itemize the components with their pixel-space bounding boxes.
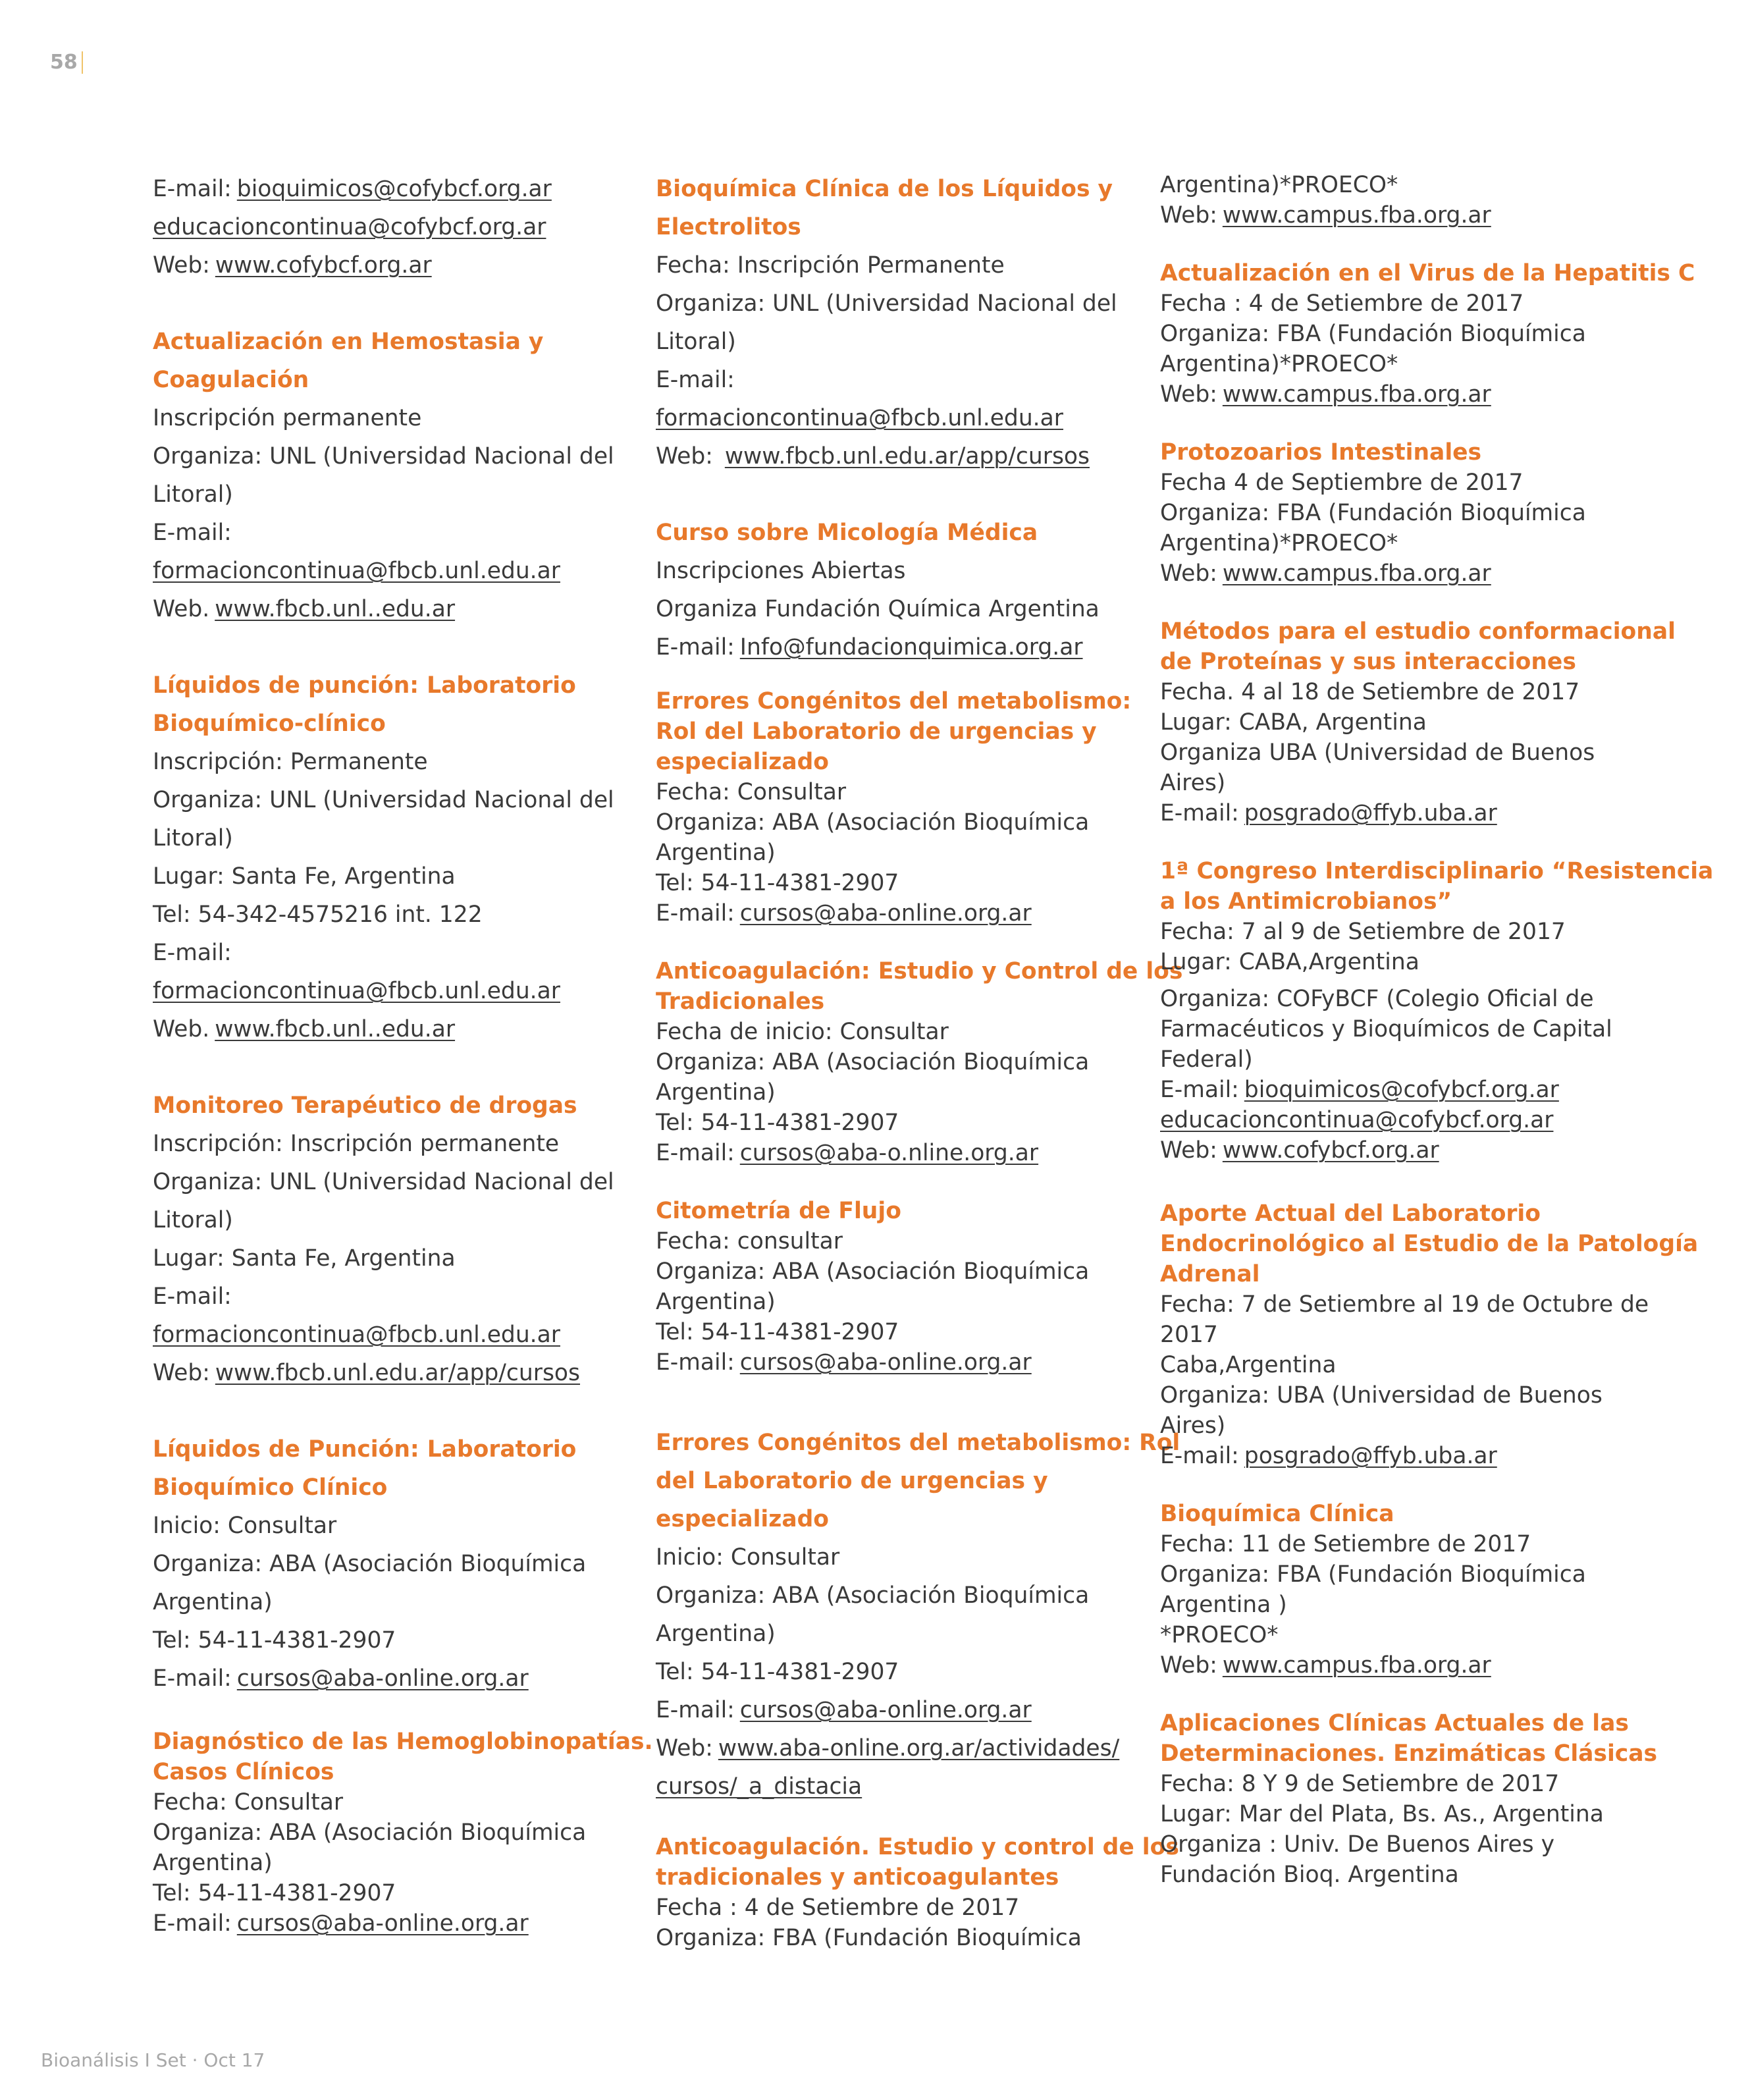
email-link[interactable]: bioquimicos@cofybcf.org.ar: [236, 176, 552, 202]
course-title: Líquidos de punción: Laboratorio: [153, 672, 576, 699]
date-line: Fecha: Inscripción Permanente: [656, 252, 1005, 279]
email-link[interactable]: Info@fundacionquimica.org.ar: [739, 634, 1083, 660]
web-link[interactable]: www.campus.fba.org.ar: [1222, 560, 1491, 587]
email-label: E-mail:: [1160, 800, 1239, 826]
web-label: Web:: [1160, 1137, 1217, 1164]
course-title-cont: a los Antimicrobianos”: [1160, 888, 1452, 915]
entry-congreso-resistencia: [1160, 856, 1714, 1166]
course-title-cont: de Proteínas y sus interacciones: [1160, 649, 1576, 675]
course-title: Métodos para el estudio conformacional: [1160, 618, 1676, 645]
entry-micologia: [656, 514, 1117, 666]
organizer-line-cont: Federal): [1160, 1046, 1253, 1073]
entry-protozoarios: [1160, 437, 1621, 589]
email-line: [1160, 1441, 1621, 1471]
phone-line: Tel: 54-11-4381-2907: [656, 1659, 899, 1685]
course-title-cont: del Laboratorio de urgencias y: [656, 1468, 1048, 1494]
email-line: [153, 1316, 607, 1354]
location-line: Lugar: CABA,Argentina: [1160, 949, 1419, 975]
course-title-cont: Endocrinológico al Estudio de la Patología: [1160, 1231, 1699, 1257]
email-line-2: [153, 208, 607, 246]
entry-metodos-proteinas: [1160, 616, 1676, 828]
email-line: [153, 170, 607, 208]
web-line: [1160, 379, 1621, 410]
phone-line: Tel: 54-11-4381-2907: [153, 1627, 396, 1654]
organizer-line: Organiza: UNL (Universidad Nacional del: [656, 290, 1117, 317]
web-link[interactable]: www.campus.fba.org.ar: [1222, 381, 1491, 408]
organizer-line: Organiza: UBA (Universidad de Buenos: [1160, 1382, 1603, 1409]
organizer-line: Organiza : Univ. De Buenos Aires y: [1160, 1831, 1555, 1858]
email-line: [153, 972, 607, 1010]
email-link[interactable]: educacioncontinua@cofybcf.org.ar: [1160, 1107, 1554, 1133]
email-line: [153, 1659, 607, 1698]
course-title: Aporte Actual del Laboratorio: [1160, 1200, 1541, 1227]
congreso-details: [1160, 984, 1621, 1166]
email-label: E-mail:: [153, 520, 232, 546]
email-label: E-mail:: [153, 1910, 232, 1937]
course-title-cont: Casos Clínicos: [153, 1759, 334, 1785]
email-label: E-mail:: [656, 1140, 735, 1166]
start-line: Inicio: Consultar: [656, 1544, 840, 1571]
date-line-cont: 2017: [1160, 1322, 1218, 1348]
web-link[interactable]: www.fbcb.unl..edu.ar: [215, 596, 456, 622]
web-line: [153, 590, 607, 628]
organizer-line-cont: Argentina): [153, 1850, 273, 1876]
entry-errores-congenitos: [656, 686, 1132, 929]
email-label: E-mail:: [153, 176, 232, 202]
organizer-line-cont: Argentina)*PROECO*: [1160, 172, 1398, 198]
web-link[interactable]: www.cofybcf.org.ar: [1222, 1137, 1439, 1164]
organizer-line-cont: Fundación Bioq. Argentina: [1160, 1862, 1459, 1888]
email-label: E-mail:: [153, 1283, 232, 1310]
organizer-line: Organiza: UNL (Universidad Nacional del: [153, 787, 614, 813]
web-line: [1160, 558, 1621, 589]
date-line: Fecha : 4 de Setiembre de 2017: [1160, 290, 1524, 317]
course-title: Bioquímica Clínica: [1160, 1501, 1394, 1527]
web-label: Web:: [656, 443, 713, 470]
organizer-line: Organiza: FBA (Fundación Bioquímica: [1160, 1561, 1586, 1588]
web-label: Web:: [153, 1360, 210, 1386]
entry-cofybcf-contact: [153, 170, 607, 284]
web-label: Web:: [1160, 381, 1217, 408]
email-label: E-mail:: [153, 940, 232, 966]
web-label: Web:: [1160, 202, 1217, 229]
web-link[interactable]: www.fbcb.unl..edu.ar: [215, 1016, 456, 1042]
email-label: E-mail:: [656, 367, 735, 393]
email-line: [656, 628, 1117, 666]
organizer-line: Organiza: ABA (Asociación Bioquímica: [153, 1551, 587, 1577]
organizer-line: Organiza: ABA (Asociación Bioquímica: [656, 809, 1090, 836]
course-title-cont: Tradicionales: [656, 988, 825, 1015]
organizer-line-cont: Argentina): [153, 1589, 273, 1615]
email-line: [656, 399, 1117, 437]
entry-continued: [1160, 170, 1621, 230]
email-line: [656, 1138, 1117, 1168]
date-line: Fecha 4 de Septiembre de 2017: [1160, 470, 1524, 496]
course-title-cont: especializado: [656, 1506, 829, 1532]
organizer-line-cont: Farmacéuticos y Bioquímicos de Capital: [1160, 1016, 1612, 1042]
web-label: Web:: [1160, 560, 1217, 587]
organizer-line-cont: Litoral): [153, 825, 233, 851]
web-link[interactable]: www.cofybcf.org.ar: [215, 252, 432, 279]
web-link[interactable]: www.campus.fba.org.ar: [1222, 1652, 1491, 1679]
organizer-line-cont: Litoral): [153, 1207, 233, 1233]
date-line: Fecha: Consultar: [153, 1789, 344, 1816]
location-line: Lugar: Santa Fe, Argentina: [153, 1245, 456, 1272]
web-line: [1160, 1135, 1621, 1166]
web-line: [1160, 1650, 1621, 1681]
organizer-line: Organiza: ABA (Asociación Bioquímica: [656, 1582, 1090, 1609]
entry-hemoglobinopatias: [153, 1727, 653, 1939]
email-line: [1160, 798, 1621, 828]
web-label: Web.: [153, 596, 210, 622]
email-link[interactable]: cursos@aba-online.org.ar: [236, 1910, 529, 1937]
entry-anticoagulacion-fba: [656, 1832, 1179, 1953]
email-line: [656, 898, 1117, 929]
email-label: E-mail:: [656, 634, 735, 660]
course-title: Aplicaciones Clínicas Actuales de las: [1160, 1710, 1629, 1737]
organizer-line-cont: Argentina): [656, 1289, 776, 1315]
web-line: [153, 1010, 607, 1048]
inscription-line: Inscripción permanente: [153, 405, 422, 431]
organizer-line-cont: Aires): [1160, 770, 1226, 796]
date-line: Fecha : 4 de Setiembre de 2017: [656, 1895, 1020, 1921]
organizer-line-cont: Argentina)*PROECO*: [1160, 351, 1398, 377]
course-title-cont: Electrolitos: [656, 214, 801, 240]
course-title-cont: Coagulación: [153, 367, 309, 393]
course-title: Anticoagulación: Estudio y Control de los: [656, 958, 1183, 984]
course-title-cont: Adrenal: [1160, 1261, 1260, 1287]
entry-bioquimica-clinica: [1160, 1499, 1621, 1681]
entry-aplicaciones-enzimaticas: [1160, 1708, 1658, 1890]
organizer-line-cont: *PROECO*: [1160, 1622, 1279, 1648]
date-line: Fecha: 11 de Setiembre de 2017: [1160, 1531, 1531, 1557]
course-title-cont: Bioquímico-clínico: [153, 711, 386, 737]
email-line: [153, 552, 607, 590]
entry-monitoreo: [153, 1087, 614, 1392]
email-label: E-mail:: [656, 1697, 735, 1723]
organizer-line: Organiza Fundación Química Argentina: [656, 596, 1100, 622]
start-line: Inicio: Consultar: [153, 1513, 337, 1539]
course-title-cont: especializado: [656, 749, 829, 775]
web-line: [656, 437, 1117, 475]
web-line: [1160, 200, 1621, 230]
entry-hemostasia: [153, 323, 614, 628]
email-link[interactable]: formacioncontinua@fbcb.unl.edu.ar: [153, 978, 560, 1004]
entry-anticoagulacion: [656, 956, 1183, 1168]
column-3: [1160, 170, 1714, 1918]
course-title-cont: Rol del Laboratorio de urgencias y: [656, 718, 1097, 745]
phone-line: Tel: 54-11-4381-2907: [656, 1319, 899, 1345]
entry-aporte-endocrinologico: [1160, 1198, 1699, 1471]
email-link[interactable]: cursos@aba-online.org.ar: [739, 1349, 1032, 1376]
course-title: Curso sobre Micología Médica: [656, 520, 1038, 546]
course-title-cont: Determinaciones. Enzimáticas Clásicas: [1160, 1740, 1658, 1767]
organizer-line: Organiza: FBA (Fundación Bioquímica: [1160, 321, 1586, 347]
organizer-line-cont: Litoral): [656, 329, 736, 355]
web-link[interactable]: www.fbcb.unl.edu.ar/app/cursos: [724, 443, 1090, 470]
course-title: Diagnóstico de las Hemoglobinopatías.: [153, 1729, 653, 1755]
email-label: E-mail:: [153, 1665, 232, 1692]
organizer-line: Organiza: ABA (Asociación Bioquímica: [153, 1819, 587, 1846]
organizer-line-cont: Argentina): [656, 1621, 776, 1647]
web-line: [153, 246, 607, 284]
date-line: Fecha: 8 Y 9 de Setiembre de 2017: [1160, 1771, 1560, 1797]
course-title: Citometría de Flujo: [656, 1198, 901, 1224]
organizer-line: Organiza: ABA (Asociación Bioquímica: [656, 1049, 1090, 1075]
organizer-line-cont: Argentina): [656, 1079, 776, 1106]
email-link[interactable]: cursos@aba-o.nline.org.ar: [739, 1140, 1039, 1166]
course-title: Actualización en el Virus de la Hepatitis C: [1160, 260, 1695, 286]
organizer-line-cont: Argentina): [656, 840, 776, 866]
web-label: Web:: [153, 252, 210, 279]
entry-liquidos-puncion: [153, 666, 614, 1048]
phone-line: Tel: 54-11-4381-2907: [656, 1110, 899, 1136]
web-link[interactable]: cursos/_a_distacia: [656, 1773, 862, 1800]
date-line: Fecha. 4 al 18 de Setiembre de 2017: [1160, 679, 1580, 705]
location-line: Lugar: Mar del Plata, Bs. As., Argentina: [1160, 1801, 1604, 1827]
web-line-cont: [656, 1767, 1117, 1806]
email-line: [153, 1908, 607, 1939]
web-link[interactable]: www.aba-online.org.ar/actividades/: [718, 1735, 1120, 1762]
date-line: Fecha: Consultar: [656, 779, 847, 805]
phone-line: Tel: 54-11-4381-2907: [153, 1880, 396, 1906]
date-line: Fecha: 7 al 9 de Setiembre de 2017: [1160, 919, 1566, 945]
column-2: [656, 170, 1183, 1981]
inscription-line: Inscripción: Permanente: [153, 749, 428, 775]
organizer-line: Organiza: COFyBCF (Colegio Oficial de: [1160, 986, 1594, 1012]
date-line: Fecha de inicio: Consultar: [656, 1019, 949, 1045]
organizer-line: Organiza: FBA (Fundación Bioquímica: [656, 1925, 1082, 1951]
footer-publication: Bioanálisis I Set · Oct 17: [41, 2049, 265, 2071]
entry-bioquimica-liquidos: [656, 170, 1117, 475]
entry-errores-congenitos-2: [656, 1424, 1180, 1806]
email-link[interactable]: formacioncontinua@fbcb.unl.edu.ar: [153, 558, 560, 584]
date-line: Fecha: 7 de Setiembre al 19 de Octubre de: [1160, 1291, 1649, 1318]
email-label: E-mail:: [1160, 1077, 1239, 1103]
phone-line: Tel: 54-11-4381-2907: [656, 870, 899, 896]
email-link[interactable]: formacioncontinua@fbcb.unl.edu.ar: [153, 1322, 560, 1348]
location-line: Lugar: CABA, Argentina: [1160, 709, 1427, 736]
organizer-line-cont: Aires): [1160, 1413, 1226, 1439]
email-label: E-mail:: [1160, 1443, 1239, 1469]
organizer-line: Organiza UBA (Universidad de Buenos: [1160, 740, 1595, 766]
organizer-line-cont: Argentina ): [1160, 1592, 1287, 1618]
course-title: 1ª Congreso Interdisciplinario “Resistencia: [1160, 858, 1714, 884]
page-number: 58: [50, 51, 83, 74]
location-line: Lugar: Santa Fe, Argentina: [153, 863, 456, 890]
web-line: [153, 1354, 607, 1392]
entry-liquidos-puncion-aba: [153, 1430, 607, 1698]
entry-citometria: [656, 1196, 1117, 1378]
organizer-line-cont: Litoral): [153, 481, 233, 508]
phone-line: Tel: 54-342-4575216 int. 122: [153, 902, 483, 928]
course-title: Actualización en Hemostasia y: [153, 329, 544, 355]
email-line: [656, 1691, 1117, 1729]
web-label: Web.: [153, 1016, 210, 1042]
email-link[interactable]: formacioncontinua@fbcb.unl.edu.ar: [656, 405, 1063, 431]
email-line-2: [1160, 1105, 1621, 1135]
course-title-cont: tradicionales y anticoagulantes: [656, 1864, 1059, 1891]
course-title: Anticoagulación. Estudio y control de los: [656, 1834, 1179, 1860]
organizer-line: Organiza: UNL (Universidad Nacional del: [153, 443, 614, 470]
course-title: Monitoreo Terapéutico de drogas: [153, 1092, 577, 1119]
course-title: Bioquímica Clínica de los Líquidos y: [656, 176, 1113, 202]
email-label: E-mail:: [656, 900, 735, 927]
organizer-line-cont: Argentina)*PROECO*: [1160, 530, 1398, 556]
email-line: [1160, 1075, 1621, 1105]
web-link[interactable]: www.fbcb.unl.edu.ar/app/cursos: [215, 1360, 580, 1386]
email-link[interactable]: posgrado@ffyb.uba.ar: [1244, 1443, 1497, 1469]
inscription-line: Inscripción: Inscripción permanente: [153, 1131, 560, 1157]
web-label: Web:: [656, 1735, 713, 1762]
organizer-line: Organiza: UNL (Universidad Nacional del: [153, 1169, 614, 1195]
web-label: Web:: [1160, 1652, 1217, 1679]
date-line: Fecha: consultar: [656, 1228, 843, 1254]
email-line: [656, 1347, 1117, 1378]
column-1: [153, 170, 653, 1966]
web-line: [656, 1729, 1120, 1767]
email-link[interactable]: bioquimicos@cofybcf.org.ar: [1244, 1077, 1559, 1103]
entry-hepatitis-c: [1160, 258, 1695, 410]
email-link[interactable]: cursos@aba-online.org.ar: [236, 1665, 529, 1692]
course-title: Protozoarios Intestinales: [1160, 439, 1482, 466]
course-title-cont: Bioquímico Clínico: [153, 1474, 388, 1501]
course-title: Errores Congénitos del metabolismo: Rol: [656, 1430, 1180, 1456]
email-label: E-mail:: [656, 1349, 735, 1376]
organizer-line: Organiza: FBA (Fundación Bioquímica: [1160, 500, 1586, 526]
course-title: Líquidos de Punción: Laboratorio: [153, 1436, 577, 1463]
email-link[interactable]: cursos@aba-online.org.ar: [739, 1697, 1032, 1723]
web-link[interactable]: www.campus.fba.org.ar: [1222, 202, 1491, 229]
location-line: Caba,Argentina: [1160, 1352, 1337, 1378]
organizer-line: Organiza: ABA (Asociación Bioquímica: [656, 1258, 1090, 1285]
email-link[interactable]: educacioncontinua@cofybcf.org.ar: [153, 214, 546, 240]
course-title: Errores Congénitos del metabolismo:: [656, 688, 1132, 714]
email-link[interactable]: posgrado@ffyb.uba.ar: [1244, 800, 1497, 826]
inscription-line: Inscripciones Abiertas: [656, 558, 906, 584]
email-link[interactable]: cursos@aba-online.org.ar: [739, 900, 1032, 927]
